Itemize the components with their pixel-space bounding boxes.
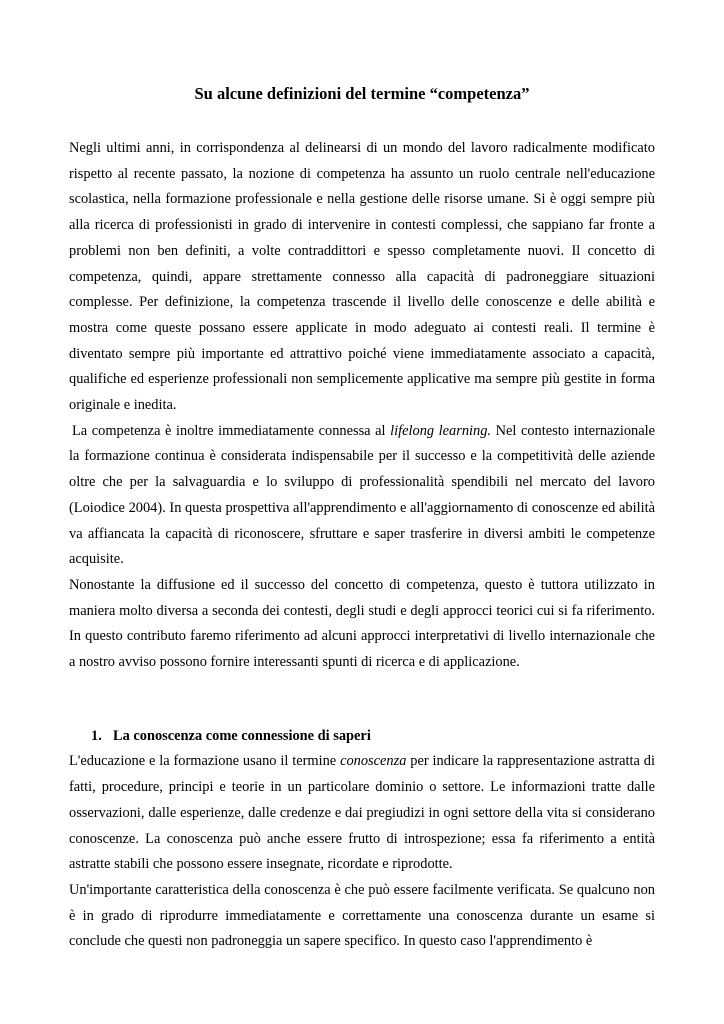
document-title: Su alcune definizioni del termine “competenza” [194, 84, 530, 103]
intro-paragraph-1: Negli ultimi anni, in corrispondenza al delinearsi di un mondo del lavoro radicalmente modificato rispetto al recente passato, la nozione di competenza ha assunto un ruolo centrale nell'educazione scolastica, nella formazione professionale e nella gestione delle risorse umane. Si è oggi sempre più alla ricerca di professionisti in grado di intervenire in contesti complessi, che sappiano far fronte a problemi non ben definiti, a volte contraddittori e spesso completamente nuovi. Il concetto di competenza, quindi, appare strettamente connesso alla capacità di padroneggiare situazioni complesse. Per definizione, la competenza trascende il livello delle conoscenze e delle abilità e mostra come queste possano essere applicate in modo adeguato ai contesti reali. Il termine è diventato sempre più importante ed attrattivo poiché viene immediatamente associato a capacità, qualifiche ed esperienze professionali non semplicemente applicative ma sempre più gestite in forma originale e inedita. [69, 140, 655, 414]
paragraph-text: La competenza è inoltre immediatamente connessa al [72, 422, 391, 439]
section-number: 1. [91, 727, 102, 744]
section-1-heading [69, 724, 655, 750]
intro-paragraph-3: Nonostante la diffusione ed il successo del concetto di competenza, questo è tuttora utilizzato in maniera molto diversa a seconda dei contesti, degli studi e degli approcci teorici cui si fa riferimento. In questo contributo faremo riferimento ad alcuni approcci interpretativi di livello internazionale che a nostro avviso possono fornire interessanti spunti di ricerca e di applicazione. [69, 576, 655, 671]
section-spacer [69, 676, 655, 724]
intro-paragraph-2 [69, 419, 655, 573]
section-1-paragraph-1 [69, 749, 655, 878]
paragraph-text: L'educazione e la formazione usano il termine [69, 753, 341, 770]
paragraph-text: Nel contesto internazionale la formazione continua è considerata indispensabile per il successo e la competitività delle aziende oltre che per la salvaguardia e lo sviluppo di professionalità spendibili nel mercato del lavoro (Loiodice 2004). In questa prospettiva all'apprendimento e all'aggiornamento di conoscenze ed abilità va affiancata la capacità di riconoscere, sfruttare e saper trasferire in diversi ambiti le competenze acquisite. [69, 422, 655, 568]
paragraph-text: per indicare la rappresentazione astratta di fatti, procedure, principi e teorie in un particolare dominio o settore. Le informazioni tratte dalle osservazioni, dalle esperienze, dalle credenze e dai pregiudizi in ogni settore della vita si considerano conoscenze. La conoscenza può anche essere frutto di introspezione; essa fa riferimento a entità astratte stabili che possono essere insegnate, ricordate e riprodotte. [69, 753, 655, 873]
section-1-paragraph-2: Un'importante caratteristica della conoscenza è che può essere facilmente verificata. Se qualcuno non è in grado di riprodurre immediatamente e correttamente una conoscenza durante un esame si conclude che questi non padroneggia un sapere specifico. In questo caso l'apprendimento è [69, 881, 655, 950]
emphasis-conoscenza: conoscenza [340, 753, 407, 770]
section-title: La conoscenza come connessione di saperi [113, 727, 371, 744]
emphasis-lifelong-learning: lifelong learning. [390, 422, 492, 439]
document-page [69, 82, 655, 955]
